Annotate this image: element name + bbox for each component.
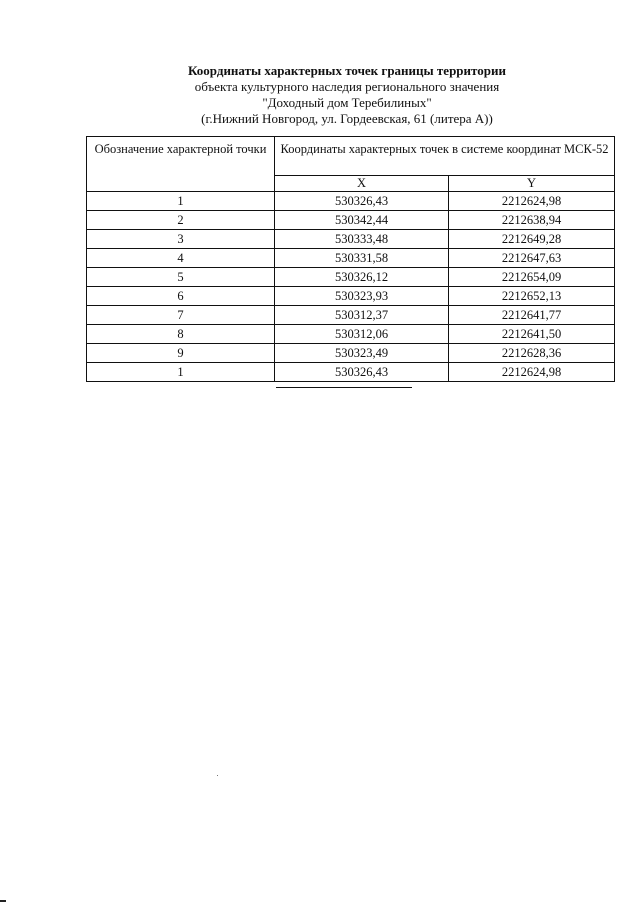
table-row	[87, 249, 615, 268]
scan-speck	[217, 775, 218, 776]
point-number-cell: 8	[87, 325, 275, 344]
y-coordinate-cell: 2212652,13	[449, 287, 615, 306]
x-coordinate-cell: 530326,43	[275, 192, 449, 211]
table-row	[87, 230, 615, 249]
table-row	[87, 306, 615, 325]
y-coordinate-cell: 2212649,28	[449, 230, 615, 249]
table-row	[87, 344, 615, 363]
point-number-cell: 6	[87, 287, 275, 306]
y-coordinate-cell: 2212638,94	[449, 211, 615, 230]
document-title: Координаты характерных точек границы территории	[188, 63, 506, 78]
x-coordinate-cell: 530342,44	[275, 211, 449, 230]
x-coordinate-cell: 530326,43	[275, 363, 449, 382]
point-number-cell: 2	[87, 211, 275, 230]
point-number-cell: 1	[87, 363, 275, 382]
point-number-cell: 7	[87, 306, 275, 325]
x-coordinate-cell: 530323,93	[275, 287, 449, 306]
point-number-cell: 3	[87, 230, 275, 249]
x-coordinate-cell: 530312,06	[275, 325, 449, 344]
point-number-cell: 4	[87, 249, 275, 268]
table-row	[87, 211, 615, 230]
y-coordinate-cell: 2212628,36	[449, 344, 615, 363]
heading-line-address: (г.Нижний Новгород, ул. Гордеевская, 61 (литера А))	[201, 111, 493, 126]
point-number-cell: 1	[87, 192, 275, 211]
y-coordinate-cell: 2212641,77	[449, 306, 615, 325]
y-coordinate-cell: 2212654,09	[449, 268, 615, 287]
end-divider	[276, 387, 412, 388]
table-row	[87, 325, 615, 344]
x-coordinate-cell: 530333,48	[275, 230, 449, 249]
heading-line-object: объекта культурного наследия регионального значения	[194, 79, 500, 94]
y-coordinate-cell: 2212641,50	[449, 325, 615, 344]
document-heading	[0, 63, 640, 127]
y-coordinate-cell: 2212647,63	[449, 249, 615, 268]
x-coordinate-cell: 530326,12	[275, 268, 449, 287]
x-coordinate-cell: 530323,49	[275, 344, 449, 363]
y-coordinate-cell: 2212624,98	[449, 192, 615, 211]
point-number-cell: 9	[87, 344, 275, 363]
x-coordinate-cell: 530312,37	[275, 306, 449, 325]
y-column-header: Y	[449, 176, 615, 192]
scan-edge-mark	[0, 900, 6, 902]
heading-line-name: "Доходный дом Теребилиных"	[262, 95, 432, 110]
point-designation-header: Обозначение характерной точки	[87, 137, 275, 192]
table-row	[87, 287, 615, 306]
point-number-cell: 5	[87, 268, 275, 287]
table-row	[87, 192, 615, 211]
coordinates-system-header: Координаты характерных точек в системе координат МСК-52	[275, 137, 615, 176]
x-coordinate-cell: 530331,58	[275, 249, 449, 268]
table-row	[87, 268, 615, 287]
coordinates-table	[86, 136, 615, 382]
table-row	[87, 363, 615, 382]
x-column-header: X	[275, 176, 449, 192]
y-coordinate-cell: 2212624,98	[449, 363, 615, 382]
